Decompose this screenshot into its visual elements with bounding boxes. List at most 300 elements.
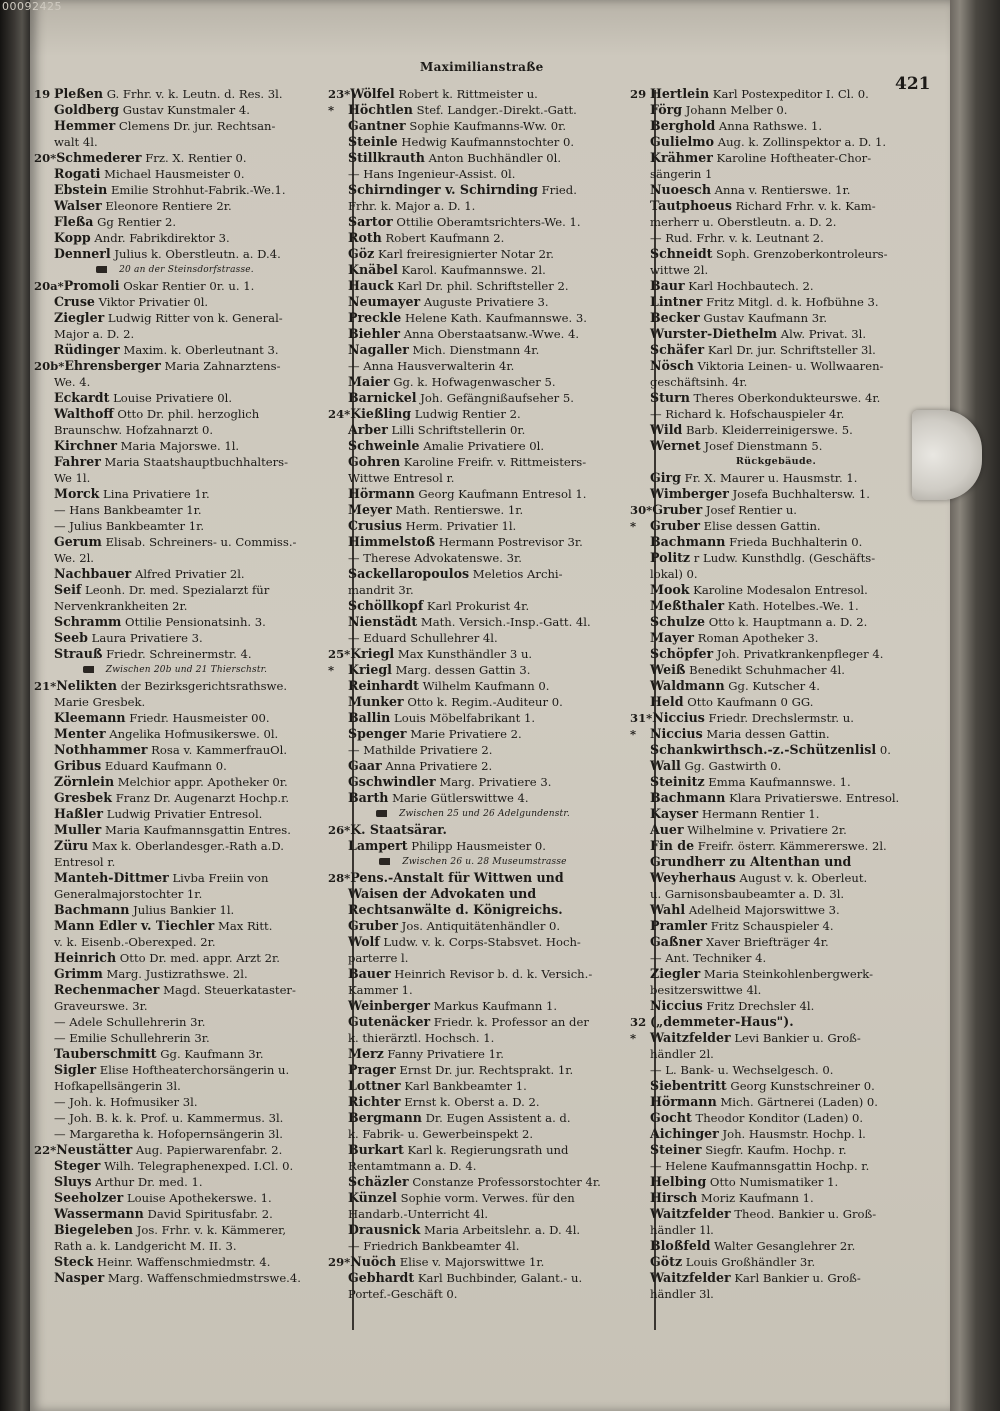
- directory-entry: [630, 486, 922, 502]
- column-1: [34, 86, 316, 1346]
- resident-name: Nösch: [650, 358, 694, 373]
- resident-name: Gruber: [348, 918, 398, 933]
- resident-details: händler 2l.: [650, 1047, 714, 1061]
- directory-entry: [34, 1030, 316, 1046]
- resident-name: Lampert: [348, 838, 408, 853]
- resident-name: Hemmer: [54, 118, 116, 133]
- resident-details: merherr u. Oberstleutn. a. D. 2.: [650, 215, 837, 229]
- directory-entry: [34, 150, 316, 166]
- directory-entry: [34, 1014, 316, 1030]
- resident-name: Niccius: [650, 726, 703, 741]
- directory-entry: [630, 758, 922, 774]
- directory-entry: [328, 870, 618, 886]
- resident-name: Nachbauer: [54, 566, 132, 581]
- resident-details: v. k. Eisenb.-Oberexped. 2r.: [54, 935, 216, 949]
- directory-entry: [34, 1078, 316, 1094]
- directory-entry: [34, 1174, 316, 1190]
- directory-entry: [630, 1222, 922, 1238]
- directory-entry: [630, 342, 922, 358]
- directory-entry: [34, 1126, 316, 1142]
- resident-name: Gruber: [652, 502, 703, 517]
- directory-entry: [328, 422, 618, 438]
- directory-entry: [328, 710, 618, 726]
- pointing-hand-icon: [83, 666, 101, 673]
- directory-entry: [328, 982, 618, 998]
- resident-details: Maria Arbeitslehr. a. D. 4l.: [420, 1223, 581, 1237]
- resident-details: Georg Kunstschreiner 0.: [726, 1079, 875, 1093]
- resident-details: Dr. Eugen Assistent a. d.: [421, 1111, 571, 1125]
- resident-name: Gribus: [54, 758, 102, 773]
- resident-details: mandrit 3r.: [348, 583, 414, 597]
- resident-details: Viktor Privatier 0l.: [94, 295, 209, 309]
- resident-name: Nuöch: [350, 1254, 397, 1269]
- directory-entry: [630, 854, 922, 870]
- resident-details: Josef Rentier u.: [702, 503, 797, 517]
- resident-details: — Margaretha k. Hofopernsängerin 3l.: [54, 1127, 283, 1141]
- resident-name: Seif: [54, 582, 82, 597]
- resident-name: Schöpfer: [650, 646, 714, 661]
- directory-entry: [34, 294, 316, 310]
- directory-entry: [630, 790, 922, 806]
- directory-entry: [630, 918, 922, 934]
- resident-name: Höchtlen: [348, 102, 413, 117]
- resident-details: — Joh. B. k. k. Prof. u. Kammermus. 3l.: [54, 1111, 284, 1125]
- directory-entry: [34, 518, 316, 534]
- resident-name: Kleemann: [54, 710, 126, 725]
- resident-name: Munker: [348, 694, 404, 709]
- resident-details: Rath a. k. Landgericht M. II. 3.: [54, 1239, 237, 1253]
- note-text: Zwischen 26 u. 28 Museumstrasse: [402, 857, 567, 867]
- directory-entry: [630, 1014, 922, 1030]
- directory-entry: [34, 470, 316, 486]
- directory-entry: [328, 502, 618, 518]
- directory-entry: [34, 198, 316, 214]
- directory-entry: [34, 950, 316, 966]
- resident-details: Eduard Kaufmann 0.: [101, 759, 227, 773]
- resident-details: Otto Kaufmann 0 GG.: [683, 695, 814, 709]
- resident-details: Eleonore Rentiere 2r.: [101, 199, 232, 213]
- resident-details: Heinr. Waffenschmiedmstr. 4.: [93, 1255, 271, 1269]
- resident-details: Fritz Drechsler 4l.: [702, 999, 815, 1013]
- resident-name: Stillkrauth: [348, 150, 425, 165]
- resident-details: Herm. Privatier 1l.: [401, 519, 517, 533]
- resident-name: Lottner: [348, 1078, 401, 1093]
- directory-entry: [34, 214, 316, 230]
- resident-name: Schirndinger v. Schirnding: [348, 182, 538, 197]
- resident-name: Knäbel: [348, 262, 398, 277]
- resident-name: Manteh-Dittmer: [54, 870, 169, 885]
- resident-details: Aug. k. Zollinspektor a. D. 1.: [714, 135, 887, 149]
- directory-entry: [630, 934, 922, 950]
- directory-entry: [630, 694, 922, 710]
- directory-entry: [328, 934, 618, 950]
- resident-name: Barth: [348, 790, 389, 805]
- resident-name: Spenger: [348, 726, 407, 741]
- directory-entry: [630, 294, 922, 310]
- directory-entry: [34, 230, 316, 246]
- directory-entry: [630, 838, 922, 854]
- resident-details: Ludwig Rentier 2.: [411, 407, 521, 421]
- resident-details: Ernst k. Oberst a. D. 2.: [400, 1095, 540, 1109]
- resident-name: Bauer: [348, 966, 391, 981]
- resident-name: Roth: [348, 230, 382, 245]
- resident-name: Maier: [348, 374, 390, 389]
- directory-entry: [34, 918, 316, 934]
- resident-name: Arber: [348, 422, 388, 437]
- resident-details: Max k. Oberlandesger.-Rath a.D.: [88, 839, 284, 853]
- resident-details: Math. Versich.-Insp.-Gatt. 4l.: [417, 615, 591, 629]
- resident-name: Wild: [650, 422, 683, 437]
- directory-entry: [34, 502, 316, 518]
- resident-name: Tauberschmitt: [54, 1046, 157, 1061]
- resident-name: Meyer: [348, 502, 392, 517]
- directory-entry: [630, 1142, 922, 1158]
- resident-details: — Joh. k. Hofmusiker 3l.: [54, 1095, 198, 1109]
- directory-entry: [328, 774, 618, 790]
- resident-details: Marie Privatiere 2.: [406, 727, 522, 741]
- directory-entry: [34, 726, 316, 742]
- directory-entry: [630, 998, 922, 1014]
- resident-details: Handarb.-Unterricht 4l.: [348, 1207, 489, 1221]
- directory-entry: [630, 534, 922, 550]
- resident-details: Amalie Privatiere 0l.: [419, 439, 545, 453]
- resident-details: Karl Bankier u. Groß-: [730, 1271, 861, 1285]
- resident-details: Heinrich Revisor b. d. k. Versich.-: [390, 967, 593, 981]
- resident-details: Gustav Kunstmaler 4.: [119, 103, 250, 117]
- directory-entry: [630, 1094, 922, 1110]
- resident-details: Karl Dr. jur. Schriftsteller 3l.: [704, 343, 876, 357]
- resident-name: Bachmann: [54, 902, 130, 917]
- directory-entry: [328, 1206, 618, 1222]
- directory-entry: [328, 1062, 618, 1078]
- resident-name: Steinle: [348, 134, 398, 149]
- resident-details: Braunschw. Hofzahnarzt 0.: [54, 423, 214, 437]
- resident-name: Fin de: [650, 838, 695, 853]
- resident-name: Kopp: [54, 230, 91, 245]
- resident-name: Hörmann: [650, 1094, 717, 1109]
- house-number: 25*: [328, 647, 351, 661]
- resident-name: Weinberger: [348, 998, 430, 1013]
- resident-details: u. Garnisonsbaubeamter a. D. 3l.: [650, 887, 845, 901]
- resident-details: Georg Kaufmann Entresol 1.: [414, 487, 587, 501]
- directory-entry: [34, 998, 316, 1014]
- resident-name: Steinitz: [650, 774, 705, 789]
- directory-entry: [630, 678, 922, 694]
- resident-name: Muller: [54, 822, 102, 837]
- resident-name: Rüdinger: [54, 342, 120, 357]
- resident-details: Ottilie Oberamtsrichters-We. 1.: [392, 215, 581, 229]
- resident-name: Gerum: [54, 534, 102, 549]
- directory-entry: [34, 646, 316, 662]
- resident-name: Merz: [348, 1046, 384, 1061]
- directory-entry: [630, 1190, 922, 1206]
- resident-name: Berghold: [650, 118, 716, 133]
- directory-entry: [328, 550, 618, 566]
- directory-entry: [328, 582, 618, 598]
- directory-entry: [328, 310, 618, 326]
- resident-details: Mich. Dienstmann 4r.: [408, 343, 540, 357]
- resident-name: Ebstein: [54, 182, 108, 197]
- resident-name: Hertlein: [650, 86, 710, 101]
- resident-name: Weyherhaus: [650, 870, 736, 885]
- pointing-hand-icon: [376, 810, 394, 817]
- house-number: 32: [630, 1015, 647, 1029]
- resident-name: Schmederer: [56, 150, 142, 165]
- resident-name: Gruber: [650, 518, 700, 533]
- resident-name: Wimberger: [650, 486, 729, 501]
- directory-entry: [328, 86, 618, 102]
- resident-details: Friedr. Schreinermstr. 4.: [102, 647, 252, 661]
- directory-entry: [630, 326, 922, 342]
- directory-entry: [630, 1046, 922, 1062]
- resident-name: Seeb: [54, 630, 88, 645]
- directory-entry: [328, 1142, 618, 1158]
- street-crossing-note: [34, 662, 316, 678]
- directory-entry: [328, 1270, 618, 1286]
- resident-name: Ziegler: [650, 966, 701, 981]
- resident-name: Cruse: [54, 294, 95, 309]
- directory-entry: [630, 214, 922, 230]
- resident-name: Drausnick: [348, 1222, 421, 1237]
- house-number: *: [328, 663, 335, 677]
- resident-details: — Mathilde Privatiere 2.: [348, 743, 493, 757]
- directory-entry: [328, 950, 618, 966]
- house-number: *: [630, 519, 637, 533]
- resident-details: Arthur Dr. med. 1.: [91, 1175, 203, 1189]
- directory-entry: [328, 758, 618, 774]
- resident-details: Robert k. Rittmeister u.: [394, 87, 538, 101]
- resident-name: Kriegl: [350, 646, 395, 661]
- resident-details: Frieda Buchhalterin 0.: [725, 535, 863, 549]
- resident-details: Siegfr. Kaufm. Hochp. r.: [701, 1143, 847, 1157]
- directory-entry: [34, 742, 316, 758]
- resident-name: Waitzfelder: [650, 1270, 731, 1285]
- house-number: 24*: [328, 407, 351, 421]
- directory-entry: [34, 566, 316, 582]
- resident-name: Rogati: [54, 166, 101, 181]
- resident-name: Held: [650, 694, 684, 709]
- directory-entry: [630, 1062, 922, 1078]
- resident-details: We 1l.: [54, 471, 91, 485]
- resident-name: Gaßner: [650, 934, 703, 949]
- resident-details: Hermann Rentier 1.: [698, 807, 820, 821]
- resident-details: Major a. D. 2.: [54, 327, 135, 341]
- resident-name: Gutenäcker: [348, 1014, 431, 1029]
- resident-details: Frhr. k. Major a. D. 1.: [348, 199, 476, 213]
- resident-details: Louise Apothekerswe. 1.: [123, 1191, 272, 1205]
- resident-details: Barb. Kleiderreinigerswe. 5.: [682, 423, 853, 437]
- resident-name: Ballin: [348, 710, 391, 725]
- resident-details: Kammer 1.: [348, 983, 413, 997]
- directory-entry: [630, 150, 922, 166]
- directory-entry: [34, 1062, 316, 1078]
- page-number: 421: [895, 74, 931, 94]
- directory-entry: [34, 1206, 316, 1222]
- directory-entry: [34, 86, 316, 102]
- street-heading: Maximilianstraße: [420, 60, 544, 74]
- column-2: [328, 86, 618, 1346]
- directory-entry: [34, 774, 316, 790]
- directory-entry: [630, 230, 922, 246]
- resident-name: Bachmann: [650, 790, 726, 805]
- resident-details: Rosa v. KammerfrauOl.: [147, 743, 288, 757]
- resident-details: — Helene Kaufmannsgattin Hochp. r.: [650, 1159, 870, 1173]
- directory-entry: [34, 582, 316, 598]
- house-number: 26*: [328, 823, 351, 837]
- directory-entry: [328, 438, 618, 454]
- directory-entry: [328, 1222, 618, 1238]
- resident-name: Schweinle: [348, 438, 420, 453]
- resident-name: Grundherr zu Altenthan und: [650, 854, 852, 869]
- resident-details: Emilie Strohhut-Fabrik.-We.1.: [107, 183, 286, 197]
- resident-details: Theodor Konditor (Laden) 0.: [691, 1111, 864, 1125]
- pointing-hand-icon: [96, 266, 114, 273]
- directory-entry: [34, 406, 316, 422]
- directory-entry: [34, 534, 316, 550]
- resident-name: Sackellaropoulos: [348, 566, 470, 581]
- directory-entry: [328, 198, 618, 214]
- resident-name: Schäzler: [348, 1174, 409, 1189]
- directory-entry: [34, 854, 316, 870]
- resident-details: sängerin 1: [650, 167, 713, 181]
- resident-name: Schöllkopf: [348, 598, 424, 613]
- directory-entry: [328, 1110, 618, 1126]
- directory-entry: [328, 374, 618, 390]
- directory-entry: [630, 662, 922, 678]
- resident-details: — Therese Advokatenswe. 3r.: [348, 551, 522, 565]
- resident-details: Helene Kath. Kaufmannswe. 3.: [401, 311, 587, 325]
- house-number: *: [630, 727, 637, 741]
- resident-details: Karoline Modesalon Entresol.: [689, 583, 868, 597]
- resident-name: Waisen der Advokaten und: [348, 886, 537, 901]
- resident-name: Krähmer: [650, 150, 713, 165]
- resident-name: Rechtsanwälte d. Königreichs.: [348, 902, 563, 917]
- resident-name: Wurster-Diethelm: [650, 326, 778, 341]
- resident-name: Gebhardt: [348, 1270, 415, 1285]
- resident-name: Walser: [54, 198, 102, 213]
- directory-entry: [328, 134, 618, 150]
- directory-entry: [630, 1030, 922, 1046]
- resident-name: Sturn: [650, 390, 690, 405]
- directory-entry: [630, 966, 922, 982]
- resident-details: lokal) 0.: [650, 567, 698, 581]
- resident-details: — Anna Hausverwalterin 4r.: [348, 359, 515, 373]
- resident-details: Otto Numismatiker 1.: [706, 1175, 839, 1189]
- resident-name: Kriegl: [348, 662, 392, 677]
- directory-entry: [328, 1046, 618, 1062]
- resident-details: Levi Bankier u. Groß-: [730, 1031, 861, 1045]
- resident-details: Wilhelm Kaufmann 0.: [419, 679, 550, 693]
- directory-entry: [34, 374, 316, 390]
- resident-name: Lintner: [650, 294, 703, 309]
- resident-details: Karoline Freifr. v. Rittmeisters-: [400, 455, 587, 469]
- scan-id: 00092425: [2, 0, 62, 13]
- directory-entry: [34, 966, 316, 982]
- resident-details: Otto Dr. phil. herzoglich: [113, 407, 260, 421]
- directory-entry: [34, 1222, 316, 1238]
- directory-entry: [630, 1270, 922, 1286]
- directory-entry: [630, 102, 922, 118]
- directory-entry: [630, 806, 922, 822]
- directory-entry: [630, 870, 922, 886]
- resident-details: besitzerswittwe 4l.: [650, 983, 762, 997]
- directory-entry: [630, 262, 922, 278]
- directory-entry: [630, 726, 922, 742]
- directory-entry: [630, 182, 922, 198]
- resident-details: Nervenkrankheiten 2r.: [54, 599, 188, 613]
- directory-entry: [328, 406, 618, 422]
- resident-name: Waitzfelder: [650, 1206, 731, 1221]
- resident-name: Rechenmacher: [54, 982, 160, 997]
- directory-entry: [328, 470, 618, 486]
- resident-details: Leonh. Dr. med. Spezialarzt für: [81, 583, 270, 597]
- resident-details: Math. Rentierswe. 1r.: [391, 503, 524, 517]
- directory-entry: [34, 310, 316, 326]
- resident-details: — Ant. Techniker 4.: [650, 951, 767, 965]
- resident-details: Elise dessen Gattin.: [700, 519, 821, 533]
- resident-name: Aichinger: [650, 1126, 719, 1141]
- resident-details: Hedwig Kaufmannstochter 0.: [397, 135, 575, 149]
- resident-details: Gg. Kaufmann 3r.: [156, 1047, 264, 1061]
- resident-details: Josef Dienstmann 5.: [700, 439, 823, 453]
- resident-name: Helbing: [650, 1174, 707, 1189]
- directory-entry: [328, 694, 618, 710]
- resident-name: Girg: [650, 470, 681, 485]
- resident-name: Bergmann: [348, 1110, 422, 1125]
- directory-entry: [630, 438, 922, 454]
- resident-details: Karl Prokurist 4r.: [423, 599, 530, 613]
- directory-entry: [630, 86, 922, 102]
- directory-entry: [34, 838, 316, 854]
- resident-name: Menter: [54, 726, 106, 741]
- resident-name: Siebentritt: [650, 1078, 727, 1093]
- directory-entry: [328, 1014, 618, 1030]
- resident-details: Andr. Fabrikdirektor 3.: [90, 231, 230, 245]
- directory-entry: [328, 790, 618, 806]
- resident-details: Rentamtmann a. D. 4.: [348, 1159, 477, 1173]
- resident-details: geschäftsinh. 4r.: [650, 375, 748, 389]
- directory-entry: [630, 774, 922, 790]
- resident-name: Gohren: [348, 454, 401, 469]
- resident-details: — Eduard Schullehrer 4l.: [348, 631, 498, 645]
- directory-entry: [630, 1126, 922, 1142]
- directory-entry: [328, 1238, 618, 1254]
- resident-details: Karl Dr. phil. Schriftsteller 2.: [393, 279, 569, 293]
- resident-name: Wolf: [348, 934, 380, 949]
- directory-entry: [630, 1110, 922, 1126]
- resident-details: Fried.: [537, 183, 577, 197]
- directory-entry: [328, 742, 618, 758]
- resident-details: Marg. Privatiere 3.: [435, 775, 552, 789]
- resident-details: Marg. Waffenschmiedmstrswe.4.: [104, 1271, 301, 1285]
- resident-name: Neumayer: [348, 294, 421, 309]
- directory-entry: [328, 1174, 618, 1190]
- resident-details: Portef.-Geschäft 0.: [348, 1287, 458, 1301]
- resident-details: k. Fabrik- u. Gewerbeinspekt 2.: [348, 1127, 534, 1141]
- directory-entry: [328, 1254, 618, 1270]
- resident-name: Waitzfelder: [650, 1030, 731, 1045]
- resident-details: Richard Frhr. v. k. Kam-: [731, 199, 876, 213]
- resident-name: Nasper: [54, 1270, 105, 1285]
- resident-details: Theres Oberkondukteurswe. 4r.: [689, 391, 881, 405]
- resident-details: Marg. dessen Gattin 3.: [391, 663, 531, 677]
- directory-entry: [630, 566, 922, 582]
- resident-details: Sophie Kaufmanns-Ww. 0r.: [405, 119, 567, 133]
- resident-name: Politz: [650, 550, 691, 565]
- directory-entry: [34, 630, 316, 646]
- street-crossing-note: [328, 854, 618, 870]
- resident-details: wittwe 2l.: [650, 263, 709, 277]
